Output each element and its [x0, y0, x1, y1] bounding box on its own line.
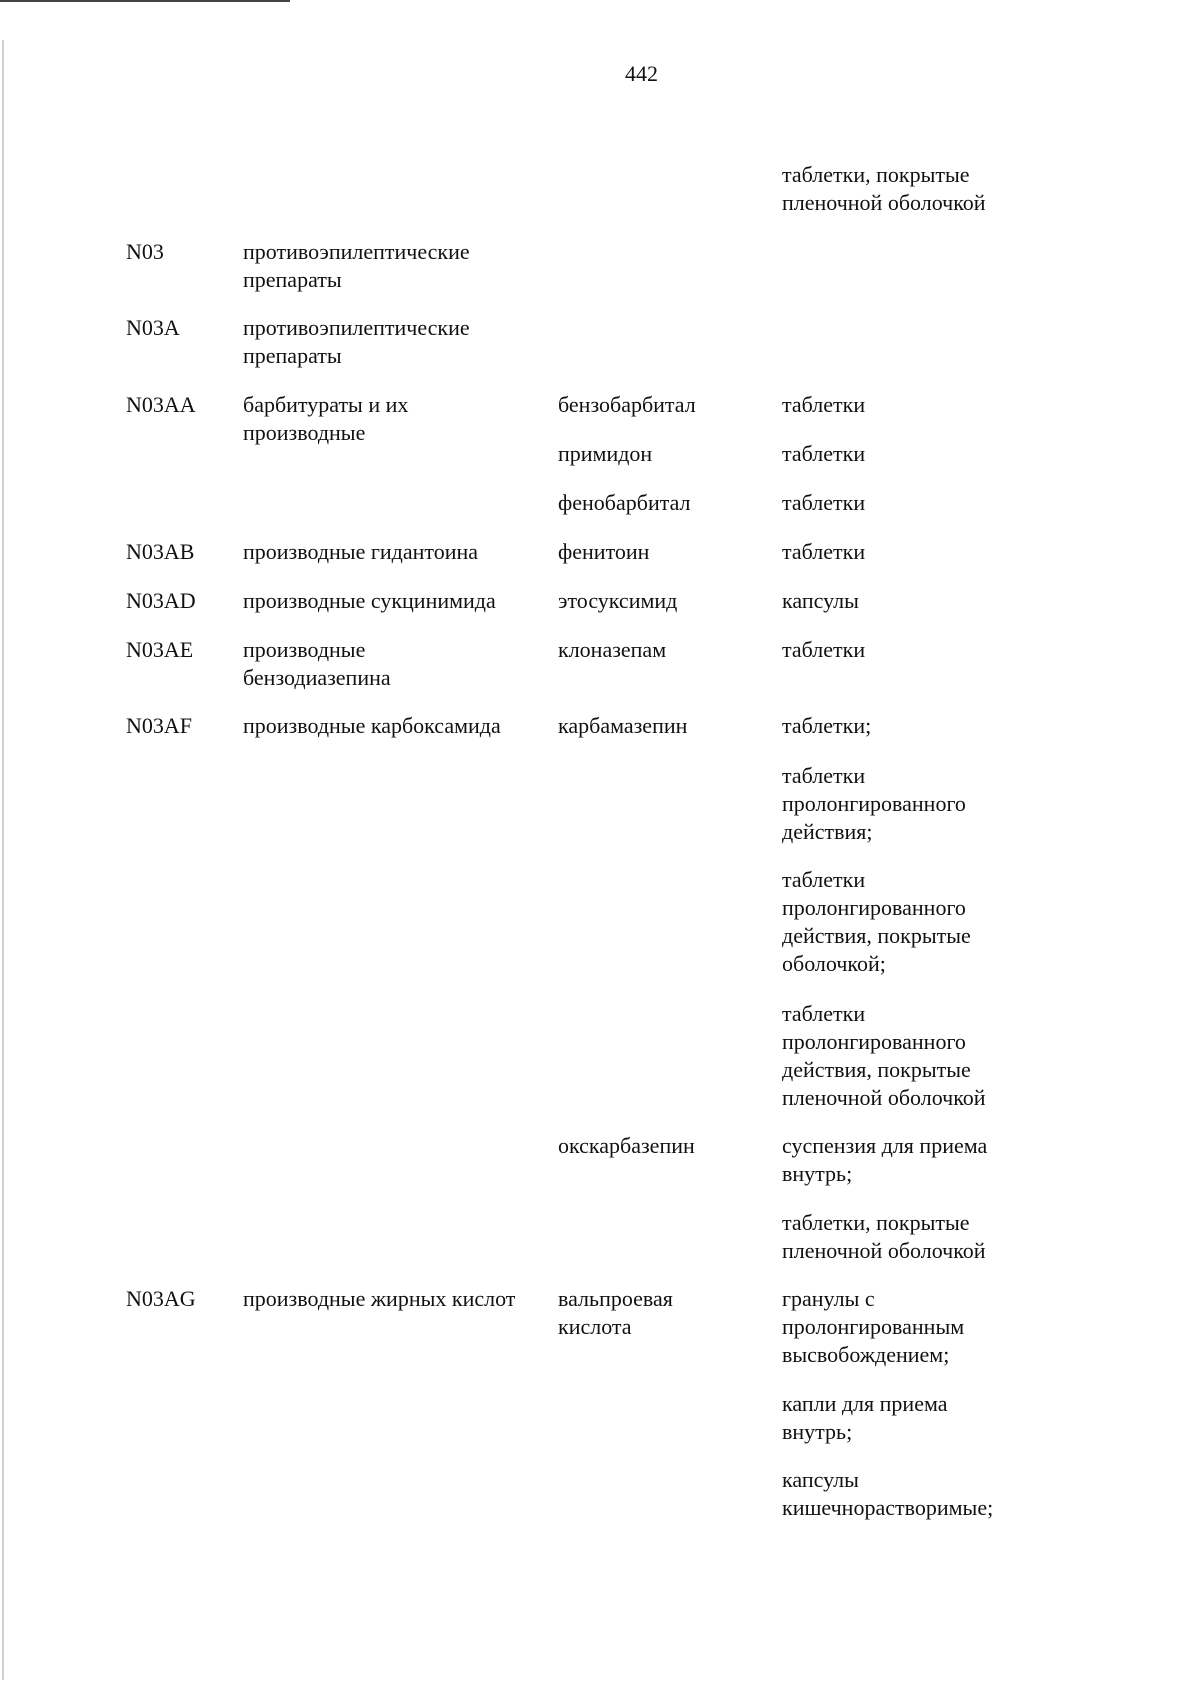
atc-code-cell: N03AD [126, 588, 196, 613]
atc-group-cell: барбитураты и их производные [243, 392, 409, 445]
atc-code-cell: N03AB [126, 539, 195, 564]
dosage-form-cell: таблетки пролонгированного действия; [782, 763, 966, 844]
scan-edge-top [0, 0, 290, 2]
drug-name-cell: фенитоин [558, 539, 650, 564]
dosage-form-cell: капсулы [782, 588, 859, 613]
dosage-form-cell: таблетки [782, 392, 866, 417]
dosage-form-cell: таблетки [782, 539, 866, 564]
atc-group-cell: производные сукцинимида [243, 588, 496, 613]
drug-name-cell: этосуксимид [558, 588, 678, 613]
atc-group-cell: противоэпилептические препараты [243, 315, 470, 368]
drug-name-cell: клоназепам [558, 637, 667, 662]
dosage-form-cell: гранулы с пролонгированным высвобождением; [782, 1286, 965, 1367]
drug-name-cell: фенобарбитал [558, 490, 691, 515]
atc-group-cell: производные карбоксамида [243, 713, 501, 738]
dosage-form-cell: таблетки пролонгированного действия, покрытые оболочкой; [782, 867, 971, 976]
atc-group-cell: производные жирных кислот [243, 1286, 516, 1311]
drug-name-cell: вальпроевая кислота [558, 1286, 673, 1339]
dosage-form-cell: таблетки, покрытые пленочной оболочкой [782, 1210, 986, 1263]
atc-code-cell: N03 [126, 239, 164, 264]
drug-name-cell: карбамазепин [558, 713, 688, 738]
atc-code-cell: N03A [126, 315, 180, 340]
atc-group-cell: противоэпилептические препараты [243, 239, 470, 292]
drug-name-cell: окскарбазепин [558, 1133, 695, 1158]
dosage-form-cell: таблетки [782, 490, 866, 515]
atc-code-cell: N03AF [126, 713, 193, 738]
dosage-form-cell: капсулы кишечнорастворимые; [782, 1467, 994, 1520]
atc-code-cell: N03AG [126, 1286, 196, 1311]
atc-group-cell: производные гидантоина [243, 539, 479, 564]
dosage-form-cell: таблетки, покрытые пленочной оболочкой [782, 162, 986, 215]
dosage-form-cell: таблетки; [782, 713, 872, 738]
dosage-form-cell: суспензия для приема внутрь; [782, 1133, 988, 1186]
dosage-form-cell: капли для приема внутрь; [782, 1391, 948, 1444]
scan-edge-left [2, 40, 4, 1680]
drug-name-cell: примидон [558, 441, 653, 466]
atc-code-cell: N03AE [126, 637, 194, 662]
dosage-form-cell: таблетки [782, 441, 866, 466]
dosage-form-cell: таблетки пролонгированного действия, покрытые пленочной оболочкой [782, 1001, 986, 1110]
dosage-form-cell: таблетки [782, 637, 866, 662]
page-number: 442 [625, 61, 658, 86]
atc-code-cell: N03AA [126, 392, 196, 417]
atc-group-cell: производные бензодиазепина [243, 637, 391, 690]
drug-name-cell: бензобарбитал [558, 392, 696, 417]
